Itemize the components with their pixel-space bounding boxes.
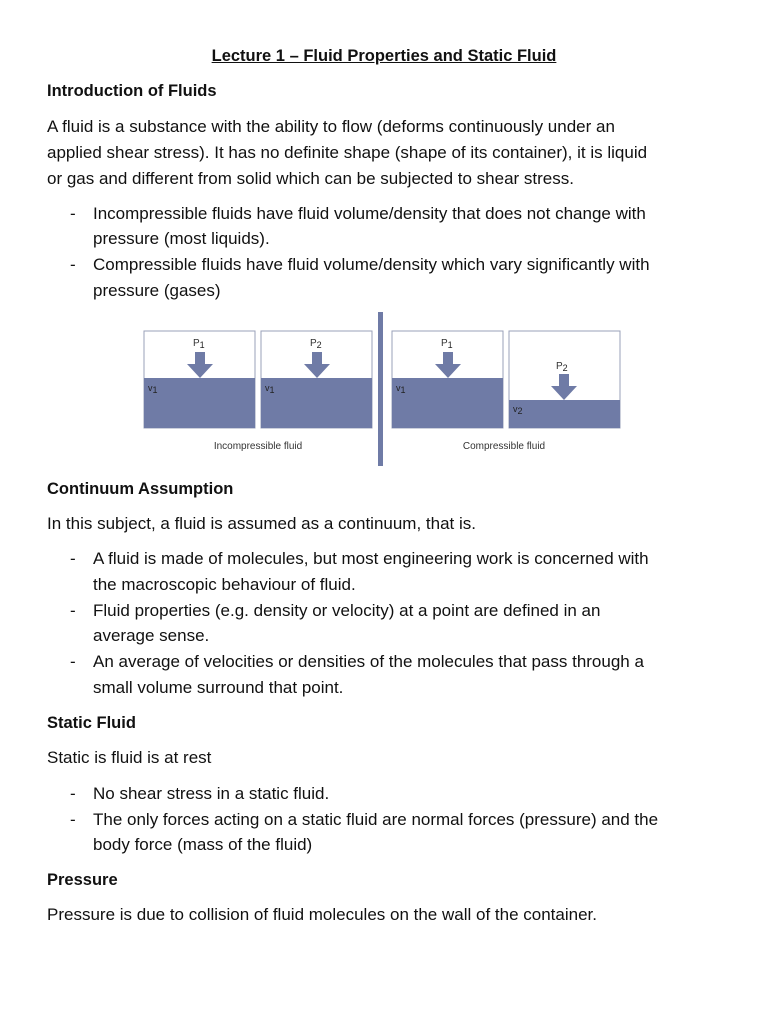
heading-continuum: Continuum Assumption <box>47 480 234 498</box>
v1-subscript: 1 <box>269 385 275 395</box>
label-incompressible-fluid: Incompressible fluid <box>213 441 303 452</box>
svg-text:P2 <box>310 338 322 350</box>
heading-introduction: Introduction of Fluids <box>47 82 217 100</box>
continuum-para: In this subject, a fluid is assumed as a continuum, that is. <box>47 514 476 533</box>
v1-label: v <box>396 383 401 393</box>
v1-label: v <box>265 383 270 393</box>
p1-subscript: 1 <box>199 340 205 350</box>
v2-label: v <box>513 404 518 414</box>
bullet-forces-line-1: The only forces acting on a static fluid are normal forces (pressure) and the <box>93 810 659 829</box>
bullet-average-line-2: small volume surround that point. <box>93 678 344 697</box>
bullet-molecules-line-1: A fluid is made of molecules, but most engineering work is concerned with <box>93 549 649 568</box>
bullet-dash: - <box>70 204 76 223</box>
bullet-dash: - <box>70 810 76 829</box>
bullet-dash: - <box>70 549 76 568</box>
p2-label: P <box>556 361 563 372</box>
static-para: Static is fluid is at rest <box>47 748 212 767</box>
bullet-compressible-line-1: Compressible fluids have fluid volume/density which vary significantly with <box>93 255 650 274</box>
figure-divider <box>378 312 383 466</box>
svg-text:P1 <box>441 338 453 350</box>
page-title: Lecture 1 – Fluid Properties and Static Fluid <box>211 47 557 65</box>
svg-text:P2 <box>556 361 568 373</box>
heading-static-fluid: Static Fluid <box>47 714 136 732</box>
bullet-average-line-1: An average of velocities or densities of the molecules that pass through a <box>93 652 644 671</box>
panel-incompressible-1 <box>144 331 255 428</box>
bullet-dash: - <box>70 255 76 274</box>
p2-subscript: 2 <box>316 340 322 350</box>
heading-pressure: Pressure <box>47 871 118 889</box>
bullet-incompressible-line-1: Incompressible fluids have fluid volume/density that does not change with <box>93 204 646 223</box>
p2-label: P <box>310 338 317 349</box>
bullet-compressible-line-2: pressure (gases) <box>93 281 221 300</box>
svg-text:P1 <box>193 338 205 350</box>
bullet-dash: - <box>70 601 76 620</box>
bullet-dash: - <box>70 784 76 803</box>
bullet-properties-line-1: Fluid properties (e.g. density or velocity) at a point are defined in an <box>93 601 601 620</box>
p1-subscript: 1 <box>447 340 453 350</box>
bullet-dash: - <box>70 652 76 671</box>
panel-compressible-1 <box>392 331 503 428</box>
bullet-properties-line-2: average sense. <box>93 626 210 645</box>
panel-compressible-2 <box>509 331 620 428</box>
p1-label: P <box>441 338 448 349</box>
intro-para-line-3: or gas and different from solid which can be subjected to shear stress. <box>47 169 574 188</box>
pressure-para: Pressure is due to collision of fluid molecules on the wall of the container. <box>47 905 597 924</box>
v2-subscript: 2 <box>517 406 523 416</box>
v1-label: v <box>148 383 153 393</box>
bullet-forces-line-2: body force (mass of the fluid) <box>93 835 313 854</box>
bullet-no-shear: No shear stress in a static fluid. <box>93 784 330 803</box>
p1-label: P <box>193 338 200 349</box>
v1-subscript: 1 <box>152 385 158 395</box>
label-compressible-fluid: Compressible fluid <box>462 441 546 452</box>
bullet-molecules-line-2: the macroscopic behaviour of fluid. <box>93 575 356 594</box>
panel-incompressible-2 <box>261 331 372 428</box>
fluid-compressibility-figure <box>140 312 624 466</box>
intro-para-line-1: A fluid is a substance with the ability to flow (deforms continuously under an <box>47 117 615 136</box>
v1-subscript: 1 <box>400 385 406 395</box>
p2-subscript: 2 <box>562 363 568 373</box>
bullet-incompressible-line-2: pressure (most liquids). <box>93 229 270 248</box>
intro-para-line-2: applied shear stress). It has no definite shape (shape of its container), it is liquid <box>47 143 648 162</box>
